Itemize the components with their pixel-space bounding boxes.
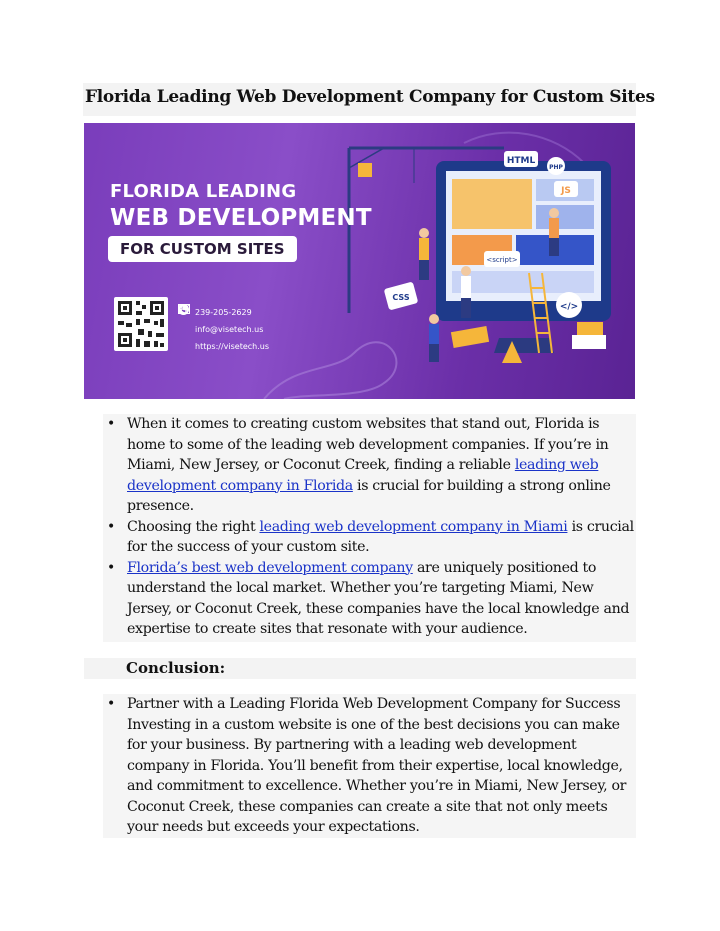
script-tag-label: <script> (486, 256, 518, 264)
php-tag-label: PHP (549, 164, 563, 171)
bullet-icon: • (107, 416, 115, 432)
bullet-icon: • (107, 559, 115, 576)
list-item: • Choosing the right leading web development company in Miami is crucial for the success of your custom site. (107, 518, 634, 555)
contact-website-text: https://visetech.us (195, 341, 270, 351)
conclusion-section (103, 694, 636, 838)
contact-email (178, 321, 269, 337)
contact-phone-text: 239-205-2629 (195, 307, 252, 317)
bullet-icon: • (107, 518, 115, 535)
link-florida-company[interactable]: leading web development company in Florida (127, 457, 599, 494)
css-tag-label: CSS (392, 293, 410, 302)
link-florida-best-company[interactable]: Florida’s best web development company (127, 559, 413, 576)
contact-phone (178, 304, 269, 320)
list-item: • Partner with a Leading Florida Web Development Company for Success Investing in a custom website is one of the best decisions you can make for your business. By partnering with a leading web development company in Florida. You’ll benefit from their expertise, local knowledge, and commitment to excellence. Whether you’re in Miami, New Jersey, or Coconut Creek, these companies can create a site that not only meets your needs but exceeds your expectations. (107, 696, 627, 835)
list-item: • When it comes to creating custom websites that stand out, Florida is home to some of the leading web development companies. If you’re in Miami, New Jersey, or Coconut Creek, finding a reliable leading web development company in Florida is crucial for building a strong online presence. (107, 416, 611, 514)
banner-contacts (178, 304, 269, 355)
hero-banner (84, 123, 635, 399)
js-tag-label: JS (561, 186, 571, 196)
conclusion-heading: Conclusion: (126, 659, 226, 677)
list-item: • Florida’s best web development company are uniquely positioned to understand the local market. Whether you’re targeting Miami, New Jersey, or Coconut Creek, these companies have the local knowledge and expertise to create sites that resonate with your audience. (107, 559, 630, 637)
contact-website (178, 338, 269, 354)
code-tag-label: </> (559, 302, 579, 312)
banner-heading-line2: WEB DEVELOPMENT (110, 205, 372, 231)
link-miami-company[interactable]: leading web development company in Miami (259, 518, 568, 535)
globe-icon (178, 340, 190, 352)
mail-icon (178, 323, 190, 335)
title-bar (83, 83, 655, 116)
intro-bullet-list (103, 414, 636, 640)
banner-heading-line1: FLORIDA LEADING (110, 181, 297, 202)
contact-email-text: info@visetech.us (195, 324, 264, 334)
qr-code-icon (114, 297, 168, 351)
conclusion-heading-bar (84, 658, 636, 679)
bullet-icon: • (107, 696, 115, 712)
banner-subheading: FOR CUSTOM SITES (108, 236, 297, 262)
page-title: Florida Leading Web Development Company for Custom Sites (85, 87, 655, 107)
intro-section (103, 414, 636, 642)
conclusion-bullet-list (103, 694, 636, 838)
html-tag-label: HTML (506, 156, 536, 166)
